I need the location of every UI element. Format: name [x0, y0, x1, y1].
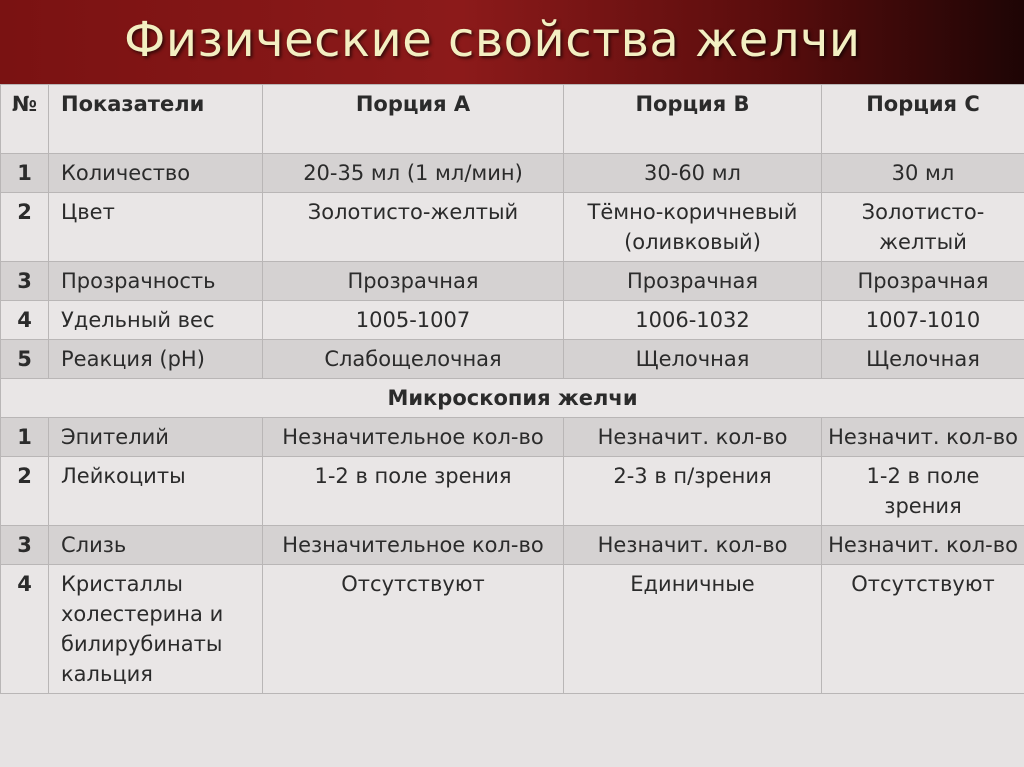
page-title: Физические свойства желчи [124, 12, 861, 68]
table-row [1, 457, 1024, 526]
row-indicator: Прозрачность [49, 262, 263, 301]
bile-properties-table [0, 84, 1024, 694]
row-num: 3 [1, 526, 49, 565]
row-indicator: Удельный вес [49, 301, 263, 340]
row-indicator: Цвет [49, 193, 263, 262]
table-row [1, 526, 1024, 565]
row-num: 4 [1, 565, 49, 694]
cell-portion-b: 1006-1032 [564, 301, 822, 340]
header-portion-b: Порция В [564, 85, 822, 154]
table-row [1, 154, 1024, 193]
row-num: 5 [1, 340, 49, 379]
cell-portion-c: Золотисто-желтый [822, 193, 1024, 262]
section-title: Микроскопия желчи [1, 379, 1024, 418]
cell-portion-a: 1005-1007 [263, 301, 564, 340]
cell-portion-a: Незначительное кол-во [263, 418, 564, 457]
row-indicator: Реакция (рН) [49, 340, 263, 379]
cell-portion-b: Прозрачная [564, 262, 822, 301]
cell-portion-a: 20-35 мл (1 мл/мин) [263, 154, 564, 193]
cell-portion-b: Незначит. кол-во [564, 418, 822, 457]
row-num: 3 [1, 262, 49, 301]
row-num: 2 [1, 457, 49, 526]
cell-portion-b: Незначит. кол-во [564, 526, 822, 565]
header-indicators: Показатели [49, 85, 263, 154]
row-num: 1 [1, 418, 49, 457]
title-bar [0, 0, 1024, 84]
cell-portion-c: Прозрачная [822, 262, 1024, 301]
cell-portion-c: Щелочная [822, 340, 1024, 379]
cell-portion-b: Тёмно-коричневый (оливковый) [564, 193, 822, 262]
cell-portion-a: Отсутствуют [263, 565, 564, 694]
cell-portion-c: 30 мл [822, 154, 1024, 193]
table-row [1, 193, 1024, 262]
section-header-row [1, 379, 1024, 418]
table-row [1, 565, 1024, 694]
cell-portion-b: 30-60 мл [564, 154, 822, 193]
header-portion-a: Порция А [263, 85, 564, 154]
cell-portion-b: Щелочная [564, 340, 822, 379]
cell-portion-b: Единичные [564, 565, 822, 694]
table-row [1, 418, 1024, 457]
row-indicator: Слизь [49, 526, 263, 565]
cell-portion-c: Незначит. кол-во [822, 526, 1024, 565]
cell-portion-a: 1-2 в поле зрения [263, 457, 564, 526]
cell-portion-c: 1-2 в поле зрения [822, 457, 1024, 526]
header-num: № [1, 85, 49, 154]
cell-portion-c: 1007-1010 [822, 301, 1024, 340]
table-row [1, 301, 1024, 340]
row-num: 4 [1, 301, 49, 340]
row-indicator: Эпителий [49, 418, 263, 457]
cell-portion-a: Прозрачная [263, 262, 564, 301]
cell-portion-c: Незначит. кол-во [822, 418, 1024, 457]
row-num: 1 [1, 154, 49, 193]
cell-portion-b: 2-3 в п/зрения [564, 457, 822, 526]
table-header-row [1, 85, 1024, 154]
cell-portion-a: Слабощелочная [263, 340, 564, 379]
row-indicator: Количество [49, 154, 263, 193]
cell-portion-c: Отсутствуют [822, 565, 1024, 694]
cell-portion-a: Золотисто-желтый [263, 193, 564, 262]
row-num: 2 [1, 193, 49, 262]
table-row [1, 340, 1024, 379]
table-row [1, 262, 1024, 301]
header-portion-c: Порция С [822, 85, 1024, 154]
row-indicator: Лейкоциты [49, 457, 263, 526]
cell-portion-a: Незначительное кол-во [263, 526, 564, 565]
row-indicator: Кристаллы холестерина и билирубинаты кальция [49, 565, 263, 694]
